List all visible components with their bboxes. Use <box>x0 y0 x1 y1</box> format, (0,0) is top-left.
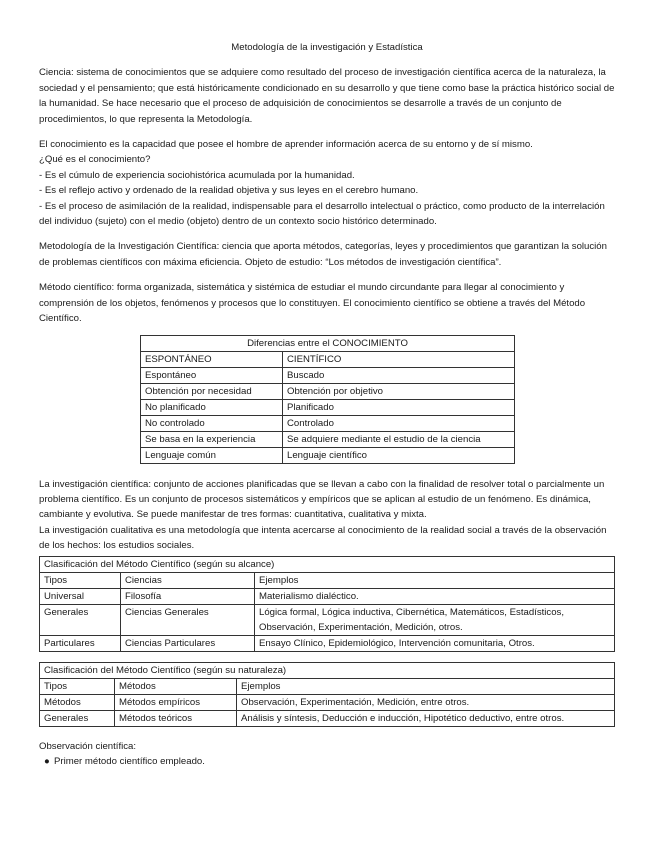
table-cell: Métodos empíricos <box>115 694 237 710</box>
table-row <box>40 588 615 604</box>
column-header: Ciencias <box>121 572 255 588</box>
table-cell: Ciencias Particulares <box>121 635 255 651</box>
paragraph-ciencia: Ciencia: sistema de conocimientos que se adquiere como resultado del proceso de investigación científica acerca de la naturaleza, la sociedad y el pensamiento; que está históricamente condicionado en su desarrollo y que tiene como base la práctica histórico social de la humanidad. Se hace necesario que el proceso de adquisición de conocimientos se desarrolle a través de un conjunto de procedimientos, lo que representa la Metodología. <box>39 67 615 125</box>
table-cell: Buscado <box>283 367 515 383</box>
column-header: Tipos <box>40 678 115 694</box>
table-caption: Clasificación del Método Científico (según su naturaleza) <box>40 662 615 678</box>
document-title: Metodología de la investigación y Estadística <box>231 42 423 53</box>
table-clasificacion-naturaleza <box>39 662 615 727</box>
table-caption-row <box>141 335 515 351</box>
table-caption-row <box>40 556 615 572</box>
list-item <box>44 754 615 769</box>
table-cell: Espontáneo <box>141 367 283 383</box>
table-caption-row <box>40 662 615 678</box>
table-cell: Generales <box>40 604 121 635</box>
table-row <box>141 383 515 399</box>
table-cell: Particulares <box>40 635 121 651</box>
table-row <box>141 367 515 383</box>
table-cell: Se basa en la experiencia <box>141 431 283 447</box>
table-cell: Obtención por necesidad <box>141 383 283 399</box>
table-diferencias-conocimiento <box>140 335 515 464</box>
table-header-row <box>141 351 515 367</box>
table-cell: Controlado <box>283 415 515 431</box>
table-cell: No controlado <box>141 415 283 431</box>
conocimiento-intro: El conocimiento es la capacidad que posee el hombre de aprender información acerca de su entorno y de sí mismo. <box>39 139 533 151</box>
column-header: CIENTÍFICO <box>283 351 515 367</box>
table-caption: Clasificación del Método Científico (según su alcance) <box>40 556 615 572</box>
table-cell: Ciencias Generales <box>121 604 255 635</box>
table-header-row <box>40 678 615 694</box>
table-row <box>40 635 615 651</box>
table-cell: Planificado <box>283 399 515 415</box>
table-row <box>40 604 615 635</box>
table-row <box>141 399 515 415</box>
table-row <box>141 415 515 431</box>
column-header: Tipos <box>40 572 121 588</box>
column-header: Métodos <box>115 678 237 694</box>
table-cell: Métodos <box>40 694 115 710</box>
column-header: Ejemplos <box>255 572 615 588</box>
table-cell: Generales <box>40 710 115 726</box>
column-header: Ejemplos <box>237 678 615 694</box>
table-cell: Universal <box>40 588 121 604</box>
bullet-list <box>44 754 615 769</box>
section-conocimiento <box>39 137 615 229</box>
table-cell: Lenguaje común <box>141 447 283 463</box>
section-observacion <box>39 739 615 770</box>
table-header-row <box>40 572 615 588</box>
paragraph-metodo-cientifico: Método científico: forma organizada, sistemática y sistémica de estudiar el mundo circundante para llegar al conocimiento y comprensión de los objetos, fenómenos y procesos que lo constituyen. El conocimiento científico se obtiene a través del Método Científico. <box>39 282 586 325</box>
table-cell: Métodos teóricos <box>115 710 237 726</box>
table-row <box>141 431 515 447</box>
table-row <box>141 447 515 463</box>
table-cell: No planificado <box>141 399 283 415</box>
conocimiento-item: - Es el proceso de asimilación de la realidad, indispensable para el desarrollo intelectual o práctico, como producto de la interrelación del individuo (sujeto) con el medio (objeto) dentro de un contexto socio histórico determinado. <box>39 200 605 228</box>
table-row <box>40 694 615 710</box>
column-header: ESPONTÁNEO <box>141 351 283 367</box>
table-cell: Ensayo Clínico, Epidemiológico, Intervención comunitaria, Otros. <box>255 635 615 651</box>
table-cell: Materialismo dialéctico. <box>255 588 615 604</box>
list-item-text: Primer método científico empleado. <box>54 755 205 767</box>
bullet-icon: ● <box>44 755 50 767</box>
table-cell: Filosofía <box>121 588 255 604</box>
table-cell: Obtención por objetivo <box>283 383 515 399</box>
table-cell: Lógica formal, Lógica inductiva, Cibernética, Matemáticos, Estadísticos, Observación, Experimentación, Medición, otros. <box>255 604 615 635</box>
paragraph-investigacion: La investigación científica: conjunto de acciones planificadas que se llevan a cabo con la finalidad de resolver total o parcialmente un problema científico. Es un conjunto de procesos sistemáticos y empíricos que se aplican al estudio de un fenómeno. Es dinámica, cambiante y evolutiva. Se puede manifestar de tres formas: cuantitativa, cualitativa y mixta. <box>39 478 605 521</box>
section-investigacion <box>39 477 615 554</box>
conocimiento-item: - Es el cúmulo de experiencia sociohistórica acumulada por la humanidad. <box>39 169 355 181</box>
observacion-heading: Observación científica: <box>39 740 137 752</box>
table-caption: Diferencias entre el CONOCIMIENTO <box>141 335 515 351</box>
table-cell: Análisis y síntesis, Deducción e inducción, Hipotético deductivo, entre otros. <box>237 710 615 726</box>
table-cell: Se adquiere mediante el estudio de la ciencia <box>283 431 515 447</box>
table-row <box>40 710 615 726</box>
paragraph-metodologia: Metodología de la Investigación Científica: ciencia que aporta métodos, categorías, leyes y procedimientos que garantizan la solución de problemas científicos con máxima eficiencia. Objeto de estudio: “Los métodos de investigación científica”. <box>39 241 607 268</box>
table-cell: Observación, Experimentación, Medición, entre otros. <box>237 694 615 710</box>
paragraph-investigacion-cualitativa: La investigación cualitativa es una metodología que intenta acercarse al conocimiento de la realidad social a través de la observación de los hechos: los estudios sociales. <box>39 524 607 552</box>
table-cell: Lenguaje científico <box>283 447 515 463</box>
conocimiento-item: - Es el reflejo activo y ordenado de la realidad objetiva y sus leyes en el cerebro humano. <box>39 185 419 197</box>
conocimiento-question: ¿Qué es el conocimiento? <box>39 154 151 166</box>
table-clasificacion-alcance <box>39 556 615 652</box>
